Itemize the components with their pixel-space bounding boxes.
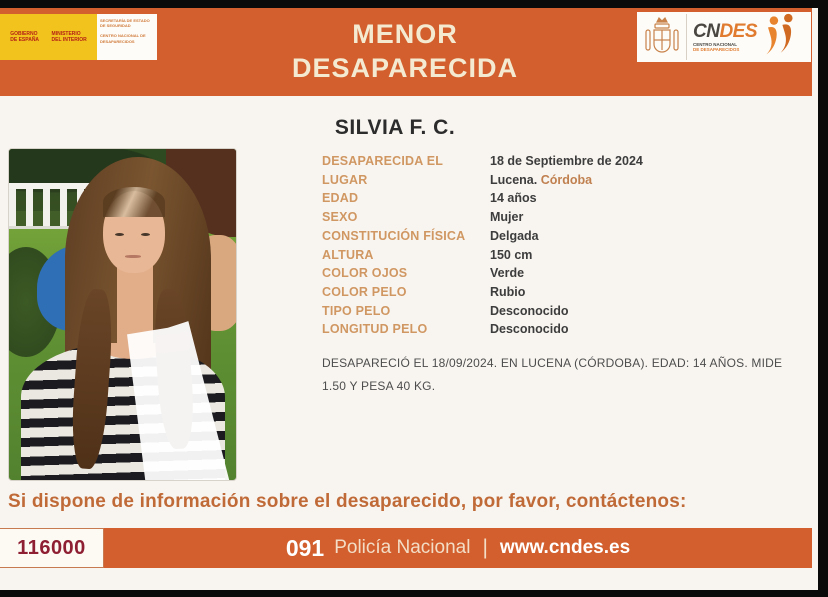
detail-value: Rubio <box>490 285 526 300</box>
cndes-wordmark: CNDES <box>693 21 758 42</box>
detail-label: TIPO PELO <box>322 303 391 318</box>
hotline-box <box>0 528 104 568</box>
detail-value: 18 de Septiembre de 2024 <box>490 154 643 168</box>
cndes-figures-icon <box>762 13 796 62</box>
detail-label: ALTURA <box>322 247 374 262</box>
detail-label: CONSTITUCIÓN FÍSICA <box>322 228 466 243</box>
police-number: 091 <box>285 534 325 561</box>
detail-value: Lucena. Córdoba <box>490 172 593 187</box>
ministerio-text: MINISTERIO DEL INTERIOR <box>51 30 87 43</box>
panel-line2: CENTRO NACIONAL DE DESAPARECIDOS <box>100 33 146 44</box>
banner-title-line1: MENOR <box>352 19 458 49</box>
police-contact-bar <box>104 528 812 568</box>
hotline-number: 116000 <box>17 536 86 559</box>
photo-girl-fringe <box>103 187 165 217</box>
detail-value: 150 cm <box>490 247 533 262</box>
person-name: SILVIA F. C. <box>334 116 456 139</box>
detail-value: Desconocido <box>490 303 569 318</box>
detail-label: DESAPARECIDA EL <box>322 154 444 168</box>
top-banner <box>0 8 812 96</box>
banner-title-line2: DESAPARECIDA <box>291 52 519 83</box>
detail-row <box>322 286 812 299</box>
website-url: www.cndes.es <box>499 537 631 558</box>
detail-row <box>322 155 812 168</box>
detail-row <box>322 305 812 318</box>
banner-title <box>210 18 600 86</box>
cndes-logo <box>687 22 757 52</box>
detail-value: Delgada <box>490 228 539 243</box>
detail-value: Mujer <box>490 210 524 225</box>
detail-value: 14 años <box>490 191 537 206</box>
contact-bar <box>0 528 812 568</box>
detail-row <box>322 230 812 243</box>
cndes-subtitle: CENTRO NACIONAL DE DESAPARECIDOS <box>693 42 740 52</box>
detail-row <box>322 323 812 336</box>
police-name: Policía Nacional <box>334 537 471 558</box>
bar-separator: | <box>482 536 488 559</box>
detail-label: COLOR OJOS <box>322 266 408 281</box>
missing-person-poster <box>0 8 818 590</box>
ministry-panel <box>97 14 157 60</box>
photo-girl-eye <box>141 233 150 236</box>
detail-row <box>322 192 812 205</box>
missing-person-photo <box>8 148 237 481</box>
contact-message: Si dispone de información sobre el desaparecido, por favor, contáctenos: <box>8 491 687 512</box>
description-text: DESAPARECIÓ EL 18/09/2024. EN LUCENA (CÓRDOBA). EDAD: 14 AÑOS. MIDE 1.50 Y PESA 40 KG. <box>322 356 783 393</box>
gobierno-logo <box>0 14 157 60</box>
detail-label: LUGAR <box>322 172 368 187</box>
detail-value: Desconocido <box>490 322 569 337</box>
spain-flag-box <box>0 14 97 60</box>
photo-girl-eye <box>115 233 124 236</box>
detail-value: Verde <box>490 266 525 281</box>
detail-row <box>322 249 812 262</box>
detail-row <box>322 267 812 280</box>
detail-label: SEXO <box>322 210 358 225</box>
panel-line1: SECRETARÍA DE ESTADO DE SEGURIDAD <box>100 18 150 29</box>
detail-row <box>322 174 812 187</box>
detail-label: COLOR PELO <box>322 285 407 300</box>
detail-row <box>322 211 812 224</box>
coat-of-arms-icon <box>637 14 687 60</box>
cndes-box <box>637 12 811 62</box>
photo-girl-mouth <box>125 255 141 258</box>
detail-label: EDAD <box>322 191 359 206</box>
gobierno-text: GOBIERNO DE ESPAÑA <box>10 30 40 43</box>
detail-label: LONGITUD PELO <box>322 322 428 337</box>
details-list <box>322 155 812 342</box>
